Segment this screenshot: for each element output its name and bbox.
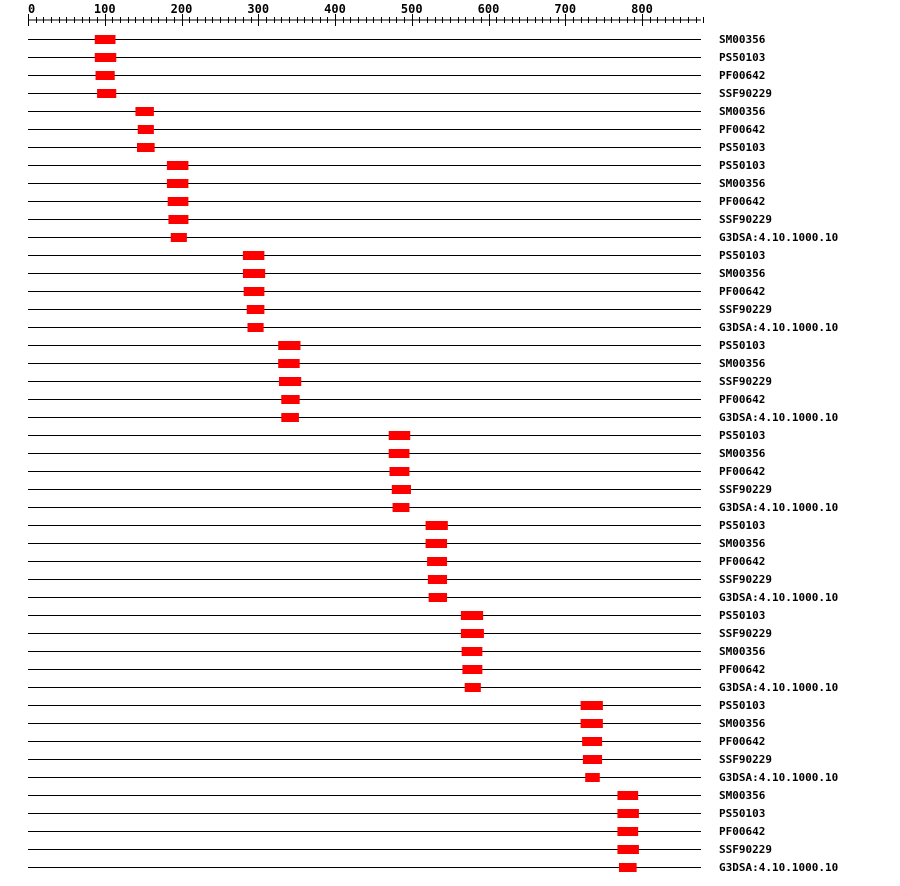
domain-label: SSF90229 bbox=[719, 303, 772, 316]
domain-label: SM00356 bbox=[719, 447, 766, 460]
domain-bar bbox=[465, 683, 481, 692]
axis-tick-label: 800 bbox=[631, 2, 653, 16]
domain-bar bbox=[244, 287, 265, 296]
domain-label: PF00642 bbox=[719, 123, 766, 136]
track-row bbox=[28, 51, 765, 64]
domain-bar bbox=[281, 413, 299, 422]
track-row bbox=[28, 447, 766, 460]
domain-label: SM00356 bbox=[719, 177, 766, 190]
domain-bar bbox=[389, 431, 410, 440]
domain-bar bbox=[426, 539, 447, 548]
axis-tick-label: 100 bbox=[93, 2, 116, 16]
track-row bbox=[28, 357, 766, 370]
domain-bar bbox=[278, 341, 300, 350]
domain-bar bbox=[168, 197, 189, 206]
track-row bbox=[28, 321, 838, 334]
track-row bbox=[28, 627, 772, 640]
domain-label: G3DSA:4.10.1000.10 bbox=[719, 861, 839, 874]
track-row bbox=[28, 735, 765, 748]
track-row bbox=[28, 429, 765, 442]
domain-label: PS50103 bbox=[719, 519, 766, 532]
domain-bar bbox=[581, 719, 603, 728]
domain-label: PS50103 bbox=[719, 699, 766, 712]
domain-bar bbox=[171, 233, 187, 242]
domain-label: PS50103 bbox=[719, 807, 766, 820]
domain-label: SM00356 bbox=[719, 33, 766, 46]
domain-bar bbox=[617, 809, 638, 818]
domain-bar bbox=[461, 611, 483, 620]
domain-bar bbox=[392, 485, 411, 494]
axis-tick-label: 300 bbox=[247, 2, 270, 16]
domain-label: PS50103 bbox=[719, 609, 766, 622]
domain-bar bbox=[95, 35, 116, 44]
track-row bbox=[28, 519, 765, 532]
domain-label: SSF90229 bbox=[719, 87, 772, 100]
domain-bar bbox=[97, 89, 116, 98]
domain-bar bbox=[581, 701, 603, 710]
domain-label: PF00642 bbox=[719, 735, 766, 748]
domain-label: PS50103 bbox=[719, 429, 766, 442]
domain-label: SM00356 bbox=[719, 105, 766, 118]
track-row bbox=[28, 303, 772, 316]
domain-label: G3DSA:4.10.1000.10 bbox=[719, 231, 839, 244]
domain-label: PS50103 bbox=[719, 249, 766, 262]
domain-bar bbox=[619, 863, 637, 872]
track-row bbox=[28, 231, 838, 244]
track-row bbox=[28, 465, 765, 478]
domain-bar bbox=[582, 737, 602, 746]
track-row bbox=[28, 717, 766, 730]
track-row bbox=[28, 177, 766, 190]
domain-bar bbox=[429, 593, 447, 602]
track-row bbox=[28, 195, 765, 208]
domain-bar bbox=[617, 827, 638, 836]
domain-bar bbox=[462, 647, 483, 656]
domain-label: PS50103 bbox=[719, 51, 766, 64]
domain-bar bbox=[168, 215, 188, 224]
domain-bar bbox=[427, 557, 447, 566]
track-row bbox=[28, 285, 765, 298]
track-row bbox=[28, 645, 766, 658]
domain-bar bbox=[393, 503, 410, 512]
track-row bbox=[28, 249, 765, 262]
track-row bbox=[28, 105, 766, 118]
track-row bbox=[28, 141, 765, 154]
domain-bar bbox=[462, 665, 482, 674]
track-row bbox=[28, 753, 772, 766]
track-row bbox=[28, 33, 766, 46]
domain-tracks bbox=[28, 33, 838, 874]
domain-bar bbox=[426, 521, 448, 530]
track-row bbox=[28, 393, 765, 406]
track-row bbox=[28, 825, 765, 838]
domain-bar bbox=[617, 845, 638, 854]
domain-label: SSF90229 bbox=[719, 753, 772, 766]
domain-label: SM00356 bbox=[719, 267, 766, 280]
domain-label: SSF90229 bbox=[719, 627, 772, 640]
domain-bar bbox=[137, 143, 155, 152]
track-row bbox=[28, 537, 766, 550]
track-row bbox=[28, 411, 838, 424]
domain-bar bbox=[279, 377, 301, 386]
domain-bar bbox=[585, 773, 600, 782]
domain-label: G3DSA:4.10.1000.10 bbox=[719, 681, 839, 694]
domain-bar bbox=[96, 71, 115, 80]
domain-label: SM00356 bbox=[719, 645, 766, 658]
domain-label: SSF90229 bbox=[719, 573, 772, 586]
domain-label: SSF90229 bbox=[719, 483, 772, 496]
domain-bar bbox=[135, 107, 153, 116]
domain-bar bbox=[389, 467, 409, 476]
domain-label: G3DSA:4.10.1000.10 bbox=[719, 771, 839, 784]
domain-bar bbox=[617, 791, 638, 800]
domain-bar bbox=[243, 269, 265, 278]
domain-label: G3DSA:4.10.1000.10 bbox=[719, 411, 839, 424]
domain-label: PF00642 bbox=[719, 285, 766, 298]
axis-tick-label: 600 bbox=[477, 2, 500, 16]
axis-tick-label: 200 bbox=[170, 2, 193, 16]
domain-label: PS50103 bbox=[719, 339, 766, 352]
domain-label: PF00642 bbox=[719, 663, 766, 676]
track-row bbox=[28, 87, 772, 100]
domain-label: SM00356 bbox=[719, 717, 766, 730]
domain-label: PF00642 bbox=[719, 393, 766, 406]
domain-label: SSF90229 bbox=[719, 843, 772, 856]
track-row bbox=[28, 501, 838, 514]
track-row bbox=[28, 591, 838, 604]
domain-label: SSF90229 bbox=[719, 375, 772, 388]
domain-bar bbox=[278, 359, 299, 368]
track-row bbox=[28, 789, 766, 802]
track-row bbox=[28, 213, 772, 226]
axis-tick-label: 500 bbox=[400, 2, 423, 16]
track-row bbox=[28, 807, 765, 820]
track-row bbox=[28, 159, 765, 172]
track-row bbox=[28, 843, 772, 856]
track-row bbox=[28, 123, 765, 136]
track-row bbox=[28, 771, 838, 784]
track-row bbox=[28, 609, 765, 622]
domain-bar bbox=[428, 575, 447, 584]
domain-label: PF00642 bbox=[719, 195, 766, 208]
domain-label: SM00356 bbox=[719, 789, 766, 802]
domain-label: PS50103 bbox=[719, 159, 766, 172]
ruler-axis bbox=[28, 2, 704, 26]
domain-label: G3DSA:4.10.1000.10 bbox=[719, 501, 839, 514]
domain-bar bbox=[167, 161, 188, 170]
track-row bbox=[28, 69, 765, 82]
domain-label: PF00642 bbox=[719, 555, 766, 568]
domain-label: G3DSA:4.10.1000.10 bbox=[719, 321, 839, 334]
domain-label: SM00356 bbox=[719, 357, 766, 370]
domain-bar bbox=[167, 179, 188, 188]
track-row bbox=[28, 375, 772, 388]
domain-bar bbox=[248, 323, 264, 332]
domain-label: SM00356 bbox=[719, 537, 766, 550]
domain-label: PF00642 bbox=[719, 825, 766, 838]
domain-bar bbox=[461, 629, 484, 638]
axis-tick-label: 400 bbox=[324, 2, 346, 16]
domain-bar bbox=[138, 125, 154, 134]
domain-bar bbox=[389, 449, 410, 458]
domain-bar bbox=[243, 251, 264, 260]
domain-label: SSF90229 bbox=[719, 213, 772, 226]
track-row bbox=[28, 267, 766, 280]
domain-label: PS50103 bbox=[719, 141, 766, 154]
domain-bar bbox=[247, 305, 265, 314]
track-row bbox=[28, 681, 838, 694]
track-row bbox=[28, 573, 772, 586]
domain-label: PF00642 bbox=[719, 69, 766, 82]
domain-bar bbox=[583, 755, 602, 764]
domain-label: G3DSA:4.10.1000.10 bbox=[719, 591, 839, 604]
domain-bar bbox=[281, 395, 299, 404]
track-row bbox=[28, 483, 772, 496]
track-row bbox=[28, 663, 765, 676]
track-row bbox=[28, 861, 838, 874]
domain-bar bbox=[95, 53, 116, 62]
track-row bbox=[28, 699, 765, 712]
domain-label: PF00642 bbox=[719, 465, 766, 478]
axis-tick-label: 0 bbox=[28, 2, 36, 16]
track-row bbox=[28, 555, 765, 568]
axis-tick-label: 700 bbox=[554, 2, 577, 16]
track-row bbox=[28, 339, 765, 352]
